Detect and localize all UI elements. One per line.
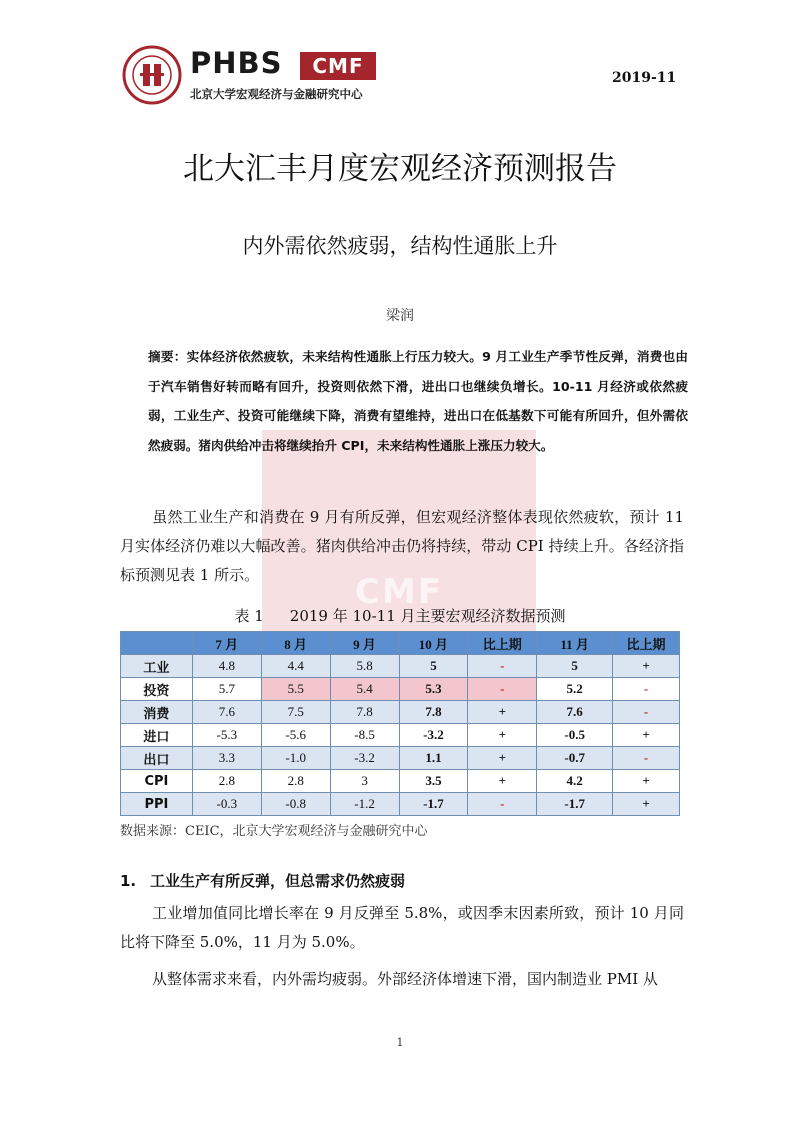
table-cell: -3.2 [330,747,399,770]
table-row [121,747,680,770]
table-cell: 7.5 [261,701,330,724]
table-header-cell: 7 月 [192,632,261,655]
table-cell: 3.3 [192,747,261,770]
page-number: 1 [396,1036,404,1049]
table-header-cell: 比上期 [468,632,537,655]
table-cell: -0.8 [261,793,330,816]
table-cell: 5.2 [537,678,613,701]
forecast-table [120,631,680,816]
table-cell: 4.2 [537,770,613,793]
watermark-text: CMF [355,572,444,612]
table-header-cell: 10 月 [399,632,468,655]
table-cell: 7.8 [330,701,399,724]
table-cell: -1.7 [399,793,468,816]
logo-subtitle: 北京大学宏观经济与金融研究中心 [190,87,363,101]
table-cell: -1.0 [261,747,330,770]
table-cell: - [468,655,537,678]
table-caption-label: 表 1 [234,607,264,625]
table-cell: 3 [330,770,399,793]
table-cell: 7.6 [192,701,261,724]
author: 梁润 [386,308,414,324]
table-header-row [121,632,680,655]
intro-paragraph-text: 虽然工业生产和消费在 9 月有所反弹，但宏观经济整体表现依然疲软，预计 11 月实体经济仍难以大幅改善。猪肉供给冲击仍将持续，带动 CPI 持续上升。各经济指标预测见表 1 所示。 [120,508,684,584]
logo-wordmark: PHBS [190,46,283,80]
table-cell: -5.6 [261,724,330,747]
table-cell: 4.4 [261,655,330,678]
table-cell: + [468,724,537,747]
table-cell: - [613,701,680,724]
table-cell: -5.3 [192,724,261,747]
table-cell: - [613,678,680,701]
table-cell: -1.2 [330,793,399,816]
row-label: 进口 [121,724,193,747]
logo-badge: CMF [300,52,376,80]
table-cell: -0.3 [192,793,261,816]
table-cell: -1.7 [537,793,613,816]
table-header-cell: 9 月 [330,632,399,655]
table-caption-text: 2019 年 10-11 月主要宏观经济数据预测 [289,607,566,625]
table-cell: 7.6 [537,701,613,724]
table-caption [0,605,800,626]
report-title: 北大汇丰月度宏观经济预测报告 [183,151,617,187]
section-title: 工业生产有所反弹，但总需求仍然疲弱 [150,872,406,890]
table-cell: + [613,770,680,793]
table-cell: -0.5 [537,724,613,747]
table-cell: + [468,747,537,770]
body-paragraph [120,899,684,957]
row-label: 投资 [121,678,193,701]
table-row [121,793,680,816]
table-cell: + [613,793,680,816]
table-cell: -0.7 [537,747,613,770]
row-label: 出口 [121,747,193,770]
data-source: 数据来源：CEIC，北京大学宏观经济与金融研究中心 [120,824,428,839]
row-label: PPI [121,793,193,816]
table-row [121,770,680,793]
table-cell: 5.8 [330,655,399,678]
body-paragraph-text: 从整体需求来看，内外需均疲弱。外部经济体增速下滑，国内制造业 PMI 从 [152,970,658,988]
abstract-text: 实体经济依然疲软，未来结构性通胀上行压力较大。9 月工业生产季节性反弹，消费也由于汽车销售好转而略有回升，投资则依然下滑，进出口也继续负增长。10-11 月经济或依然疲弱，工业生产、投资可能继续下降，消费有望维持，进出口在低基数下可能有所回升，但外需依然疲弱。猪肉供给冲击将继续抬升 CPI，未来结构性通胀上涨压力较大。 [148,349,689,453]
body-paragraph-text: 工业增加值同比增长率在 9 月反弹至 5.8%，或因季末因素所致，预计 10 月同比将下降至 5.0%，11 月为 5.0%。 [120,904,684,951]
section-number: 1. [120,872,137,890]
table-cell: 5 [537,655,613,678]
row-label: 消费 [121,701,193,724]
table-cell: -3.2 [399,724,468,747]
table-cell: 5.7 [192,678,261,701]
intro-paragraph [120,503,684,590]
table-header-cell: 8 月 [261,632,330,655]
report-date: 2019-11 [612,70,677,86]
report-subtitle: 内外需依然疲弱，结构性通胀上升 [242,234,558,258]
body-paragraph [120,965,684,994]
table-cell: -8.5 [330,724,399,747]
table-cell: 2.8 [192,770,261,793]
university-seal-icon [122,45,182,105]
table-cell: 1.1 [399,747,468,770]
table-row [121,655,680,678]
table-cell: + [468,701,537,724]
table-cell: 3.5 [399,770,468,793]
table-cell: 5.5 [261,678,330,701]
row-label: CPI [121,770,193,793]
abstract [148,342,688,460]
table-row [121,701,680,724]
table-cell: - [468,793,537,816]
abstract-label: 摘要： [148,349,187,364]
table-cell: - [468,678,537,701]
table-cell: + [613,655,680,678]
table-cell: 4.8 [192,655,261,678]
table-cell: 5.4 [330,678,399,701]
table-cell: + [613,724,680,747]
table-header-cell: 11 月 [537,632,613,655]
row-label: 工业 [121,655,193,678]
table-header-cell: 比上期 [613,632,680,655]
section-heading [120,870,405,891]
table-cell: + [468,770,537,793]
table-cell: 2.8 [261,770,330,793]
table-cell: - [613,747,680,770]
table-header-cell [121,632,193,655]
table-cell: 5 [399,655,468,678]
table-cell: 5.3 [399,678,468,701]
table-row [121,724,680,747]
table-row [121,678,680,701]
table-cell: 7.8 [399,701,468,724]
